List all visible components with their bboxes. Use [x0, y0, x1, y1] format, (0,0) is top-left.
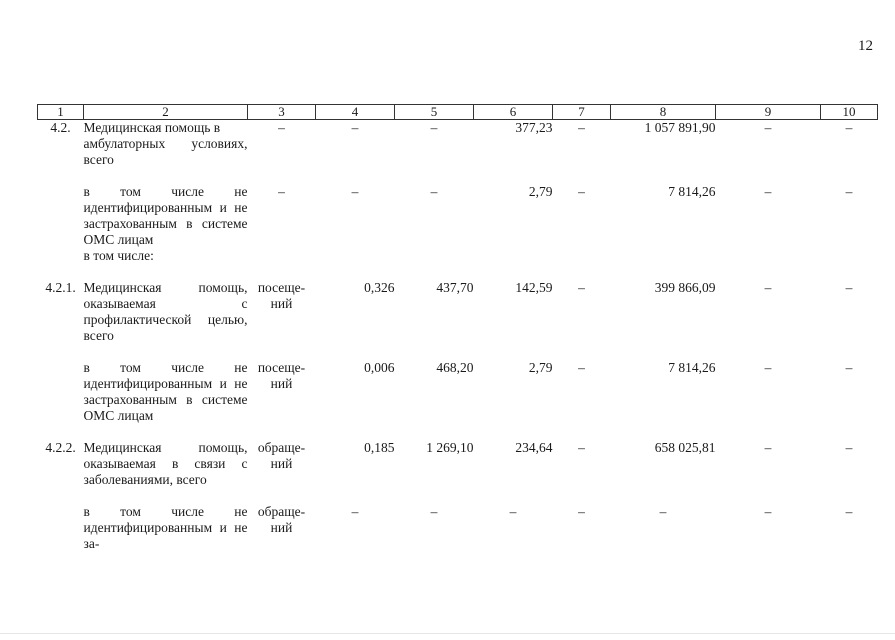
scan-edge-line [0, 633, 895, 634]
cell-value: – [764, 360, 772, 375]
cell-value: – [764, 440, 772, 455]
cell-value: – [659, 504, 667, 519]
column-header: 2 [84, 105, 248, 120]
cell-value: – [845, 184, 853, 199]
row-unit: – [278, 120, 285, 135]
row-unit: обраще- ний [257, 440, 306, 471]
cell-value: – [578, 440, 585, 455]
cell-value: – [430, 120, 438, 135]
row-code: 4.2.2. [45, 440, 76, 455]
cell-value: – [845, 280, 853, 295]
cell-value: – [764, 280, 772, 295]
table-row [38, 360, 878, 424]
table-row [38, 120, 878, 169]
tariff-table [37, 104, 878, 552]
cell-value: 1 269,10 [426, 440, 474, 455]
cell-value: – [351, 184, 359, 199]
cell-value: – [578, 360, 585, 375]
table-row [38, 440, 878, 488]
cell-value: 377,23 [515, 120, 553, 135]
row-description: в том числе не идентифицированным и не застрахованным в системе ОМС лицам [83, 360, 248, 423]
cell-value: 2,79 [528, 184, 553, 199]
page-number: 12 [858, 38, 873, 54]
cell-value: – [764, 504, 772, 519]
row-unit: обраще- ний [257, 504, 306, 535]
table-row [38, 280, 878, 344]
cell-value: – [509, 504, 517, 519]
row-code [38, 360, 84, 424]
cell-value: – [430, 184, 438, 199]
row-description: Медицинская помощь в амбулаторных условиях, всего [83, 120, 248, 167]
cell-value: – [578, 184, 585, 199]
row-unit: посеще- ний [257, 360, 306, 391]
column-header: 6 [474, 105, 553, 120]
column-header: 5 [395, 105, 474, 120]
cell-value: – [845, 504, 853, 519]
cell-value: – [430, 504, 438, 519]
column-number-row [38, 105, 878, 120]
cell-value: 7 814,26 [668, 184, 716, 199]
row-code [38, 184, 84, 264]
cell-value: 1 057 891,90 [644, 120, 716, 135]
column-header: 4 [316, 105, 395, 120]
cell-value: – [845, 120, 853, 135]
row-code [38, 504, 84, 552]
column-header: 8 [611, 105, 716, 120]
cell-value: – [351, 504, 359, 519]
cell-value: 7 814,26 [668, 360, 716, 375]
table-row [38, 504, 878, 552]
row-code: 4.2. [50, 120, 71, 135]
column-header: 9 [716, 105, 821, 120]
row-code: 4.2.1. [45, 280, 76, 295]
cell-value: – [578, 120, 585, 135]
cell-value: 142,59 [515, 280, 553, 295]
cell-value: 658 025,81 [654, 440, 716, 455]
cell-value: – [845, 440, 853, 455]
cell-value: – [578, 280, 585, 295]
cell-value: 234,64 [515, 440, 553, 455]
cell-value: 0,006 [364, 360, 395, 375]
cell-value: 0,185 [364, 440, 395, 455]
cell-value: 0,326 [364, 280, 395, 295]
cell-value: – [764, 120, 772, 135]
cell-value: – [578, 504, 585, 519]
row-description: Медицинская помощь, оказываемая в связи с заболеваниями, всего [83, 440, 248, 487]
column-header: 1 [38, 105, 84, 120]
row-description: Медицинская помощь, оказываемая с профилактической целью, всего [83, 280, 248, 343]
table-row [38, 184, 878, 264]
row-description: в том числе не идентифицированным и не за- [83, 504, 248, 551]
column-header: 7 [553, 105, 611, 120]
cell-value: 468,20 [436, 360, 474, 375]
cell-value: 437,70 [436, 280, 474, 295]
cell-value: – [764, 184, 772, 199]
cell-value: 2,79 [528, 360, 553, 375]
column-header: 10 [821, 105, 878, 120]
row-unit: посеще- ний [257, 280, 306, 311]
row-unit: – [278, 184, 285, 199]
cell-value: – [845, 360, 853, 375]
cell-value: – [351, 120, 359, 135]
column-header: 3 [248, 105, 316, 120]
row-description: в том числе не идентифицированным и не застрахованным в системе ОМС лицам в том числе: [83, 184, 248, 263]
cell-value: 399 866,09 [654, 280, 716, 295]
